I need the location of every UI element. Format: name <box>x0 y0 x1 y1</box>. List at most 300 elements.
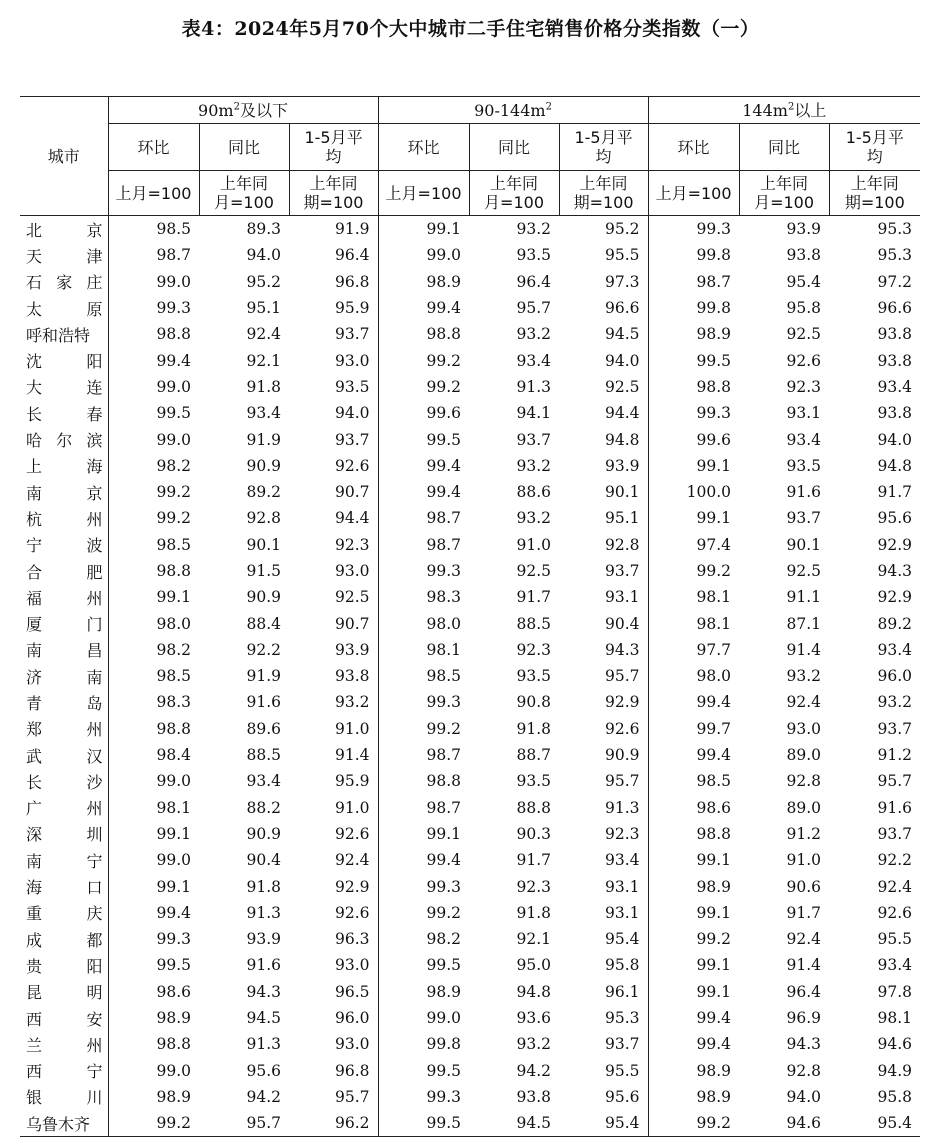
value-cell: 93.4 <box>605 851 640 870</box>
value-cell: 91.4 <box>786 956 822 975</box>
value-cell: 92.4 <box>786 930 822 949</box>
city-name: 石 家 庄 <box>26 273 103 293</box>
city-name: 贵 阳 <box>26 956 103 976</box>
table-row <box>20 558 920 584</box>
value-cell: 98.5 <box>378 663 469 689</box>
value-cell: 96.4 <box>516 272 552 291</box>
value-cell: 99.4 <box>378 479 469 505</box>
city-cell <box>20 400 108 426</box>
value-cell: 94.6 <box>739 1110 829 1137</box>
group-header-sup: 2 <box>545 101 552 113</box>
value-cell: 90.4 <box>246 851 281 870</box>
value-cell: 90.9 <box>605 746 640 765</box>
value-cell: 93.5 <box>786 456 822 475</box>
value-cell: 90.6 <box>786 877 822 896</box>
value-cell: 92.5 <box>786 325 822 344</box>
value-cell: 99.5 <box>108 952 199 978</box>
city-cell <box>20 426 108 452</box>
city-name: 上 海 <box>26 457 103 477</box>
value-cell: 99.1 <box>648 847 739 873</box>
table-row <box>20 1110 920 1137</box>
value-cell: 95.8 <box>605 956 640 975</box>
table-row <box>20 610 920 636</box>
value-cell: 96.9 <box>786 1009 822 1028</box>
value-cell: 99.7 <box>648 716 739 742</box>
city-name: 深 圳 <box>26 825 103 845</box>
value-cell: 91.5 <box>246 562 281 580</box>
city-name: 呼和浩特 <box>26 325 91 345</box>
value-cell: 99.2 <box>648 926 739 952</box>
value-cell: 98.2 <box>108 637 199 663</box>
value-cell: 92.5 <box>516 562 552 580</box>
value-cell: 95.6 <box>877 509 913 528</box>
city-name: 兰 州 <box>26 1035 103 1055</box>
city-cell <box>20 347 108 373</box>
value-cell: 89.6 <box>246 719 281 738</box>
group-header-2 <box>648 97 920 124</box>
value-cell: 95.2 <box>246 272 281 291</box>
value-cell: 92.4 <box>246 325 281 344</box>
value-cell: 88.7 <box>516 746 552 765</box>
value-cell: 98.3 <box>378 584 469 610</box>
value-cell: 93.4 <box>246 772 281 791</box>
base-header: 上年同期=100 <box>829 171 920 216</box>
table-row <box>20 716 920 742</box>
value-cell: 94.8 <box>877 456 913 475</box>
value-cell: 93.0 <box>335 351 370 370</box>
value-cell: 93.7 <box>605 1035 640 1054</box>
value-cell: 99.2 <box>108 505 199 531</box>
base-header: 上月=100 <box>108 171 199 216</box>
table-row <box>20 453 920 479</box>
value-cell: 98.9 <box>648 873 739 899</box>
value-cell: 93.5 <box>516 772 552 791</box>
value-cell: 99.3 <box>648 400 739 426</box>
value-cell: 94.3 <box>877 562 913 580</box>
value-cell: 98.9 <box>378 269 469 295</box>
city-cell <box>20 479 108 505</box>
city-cell <box>20 584 108 610</box>
table-row <box>20 663 920 689</box>
value-cell: 91.8 <box>246 377 281 396</box>
value-cell: 92.3 <box>335 535 370 554</box>
value-cell: 96.3 <box>335 930 370 949</box>
value-cell: 92.8 <box>605 535 640 554</box>
base-header: 上年同月=100 <box>739 171 829 216</box>
value-cell: 99.5 <box>378 1110 469 1137</box>
table-row <box>20 900 920 926</box>
value-cell: 90.9 <box>246 588 281 607</box>
city-cell <box>20 847 108 873</box>
city-cell <box>20 900 108 926</box>
value-cell: 91.1 <box>786 588 822 607</box>
value-cell: 91.6 <box>246 956 281 975</box>
city-name: 西 安 <box>26 1009 103 1029</box>
table-row <box>20 742 920 768</box>
value-cell: 98.9 <box>648 321 739 347</box>
city-name: 青 岛 <box>26 693 103 713</box>
value-cell: 92.6 <box>335 903 370 922</box>
value-cell: 92.6 <box>786 351 822 370</box>
table-row <box>20 216 920 243</box>
value-cell: 99.3 <box>378 558 469 584</box>
city-cell <box>20 558 108 584</box>
value-cell: 99.5 <box>378 426 469 452</box>
value-cell: 93.1 <box>605 877 640 896</box>
table-row <box>20 400 920 426</box>
value-cell: 93.8 <box>877 404 913 423</box>
value-cell: 95.7 <box>199 1110 289 1137</box>
value-cell: 91.0 <box>516 535 552 554</box>
value-cell: 91.8 <box>516 719 552 738</box>
city-name: 银 川 <box>26 1088 103 1108</box>
value-cell: 92.6 <box>335 456 370 475</box>
city-cell <box>20 1058 108 1084</box>
value-cell: 93.7 <box>877 824 913 843</box>
metric-header: 同比 <box>469 124 559 171</box>
value-cell: 92.9 <box>335 877 370 896</box>
value-cell: 88.5 <box>246 746 281 765</box>
value-cell: 99.3 <box>108 295 199 321</box>
value-cell: 90.9 <box>246 824 281 843</box>
value-cell: 98.1 <box>648 584 739 610</box>
city-cell <box>20 374 108 400</box>
value-cell: 99.5 <box>378 1058 469 1084</box>
value-cell: 95.6 <box>246 1061 281 1080</box>
value-cell: 93.8 <box>877 325 913 344</box>
value-cell: 98.8 <box>378 768 469 794</box>
city-name: 北 京 <box>26 220 103 240</box>
value-cell: 95.4 <box>829 1110 920 1137</box>
value-cell: 94.6 <box>877 1035 913 1054</box>
city-cell <box>20 663 108 689</box>
table-row <box>20 532 920 558</box>
city-cell <box>20 321 108 347</box>
value-cell: 90.7 <box>335 483 370 502</box>
value-cell: 99.2 <box>648 1110 739 1137</box>
value-cell: 99.1 <box>108 821 199 847</box>
value-cell: 92.3 <box>516 640 552 659</box>
value-cell: 99.1 <box>648 952 739 978</box>
group-header-suffix: 及以下 <box>239 100 288 120</box>
value-cell: 92.3 <box>516 877 552 896</box>
value-cell: 92.6 <box>335 824 370 843</box>
value-cell: 91.4 <box>335 746 370 765</box>
value-cell: 95.9 <box>335 299 370 318</box>
city-cell <box>20 637 108 663</box>
value-cell: 99.0 <box>108 847 199 873</box>
value-cell: 94.5 <box>605 325 640 344</box>
value-cell: 98.2 <box>108 453 199 479</box>
value-cell: 94.8 <box>516 982 552 1001</box>
value-cell: 99.1 <box>648 979 739 1005</box>
value-cell: 93.8 <box>335 667 370 686</box>
value-cell: 98.1 <box>648 610 739 636</box>
value-cell: 98.7 <box>378 532 469 558</box>
value-cell: 95.8 <box>786 299 822 318</box>
city-name: 太 原 <box>26 299 103 319</box>
value-cell: 92.1 <box>246 351 281 370</box>
value-cell: 99.0 <box>108 269 199 295</box>
base-header: 上年同期=100 <box>559 171 648 216</box>
value-cell: 98.9 <box>108 1084 199 1110</box>
value-cell: 94.8 <box>605 430 640 449</box>
city-name: 昆 明 <box>26 983 103 1003</box>
value-cell: 93.6 <box>516 1009 552 1028</box>
city-name: 杭 州 <box>26 509 103 529</box>
group-header-0 <box>108 97 378 124</box>
value-cell: 99.2 <box>378 900 469 926</box>
value-cell: 90.1 <box>246 535 281 554</box>
value-cell: 89.0 <box>786 798 822 817</box>
value-cell: 91.6 <box>877 798 913 817</box>
value-cell: 98.5 <box>108 216 199 243</box>
value-cell: 88.2 <box>246 798 281 817</box>
value-cell: 94.4 <box>335 509 370 528</box>
value-cell: 92.4 <box>786 693 822 712</box>
city-name: 武 汉 <box>26 746 103 766</box>
value-cell: 90.1 <box>786 535 822 554</box>
group-header-1 <box>378 97 648 124</box>
city-cell <box>20 505 108 531</box>
value-cell: 98.5 <box>648 768 739 794</box>
value-cell: 93.9 <box>246 930 281 949</box>
value-cell: 93.0 <box>335 562 370 580</box>
value-cell: 90.9 <box>246 456 281 475</box>
value-cell: 99.1 <box>648 453 739 479</box>
table-row <box>20 637 920 663</box>
city-cell <box>20 1031 108 1057</box>
value-cell: 98.7 <box>378 795 469 821</box>
value-cell: 96.6 <box>877 299 913 318</box>
value-cell: 95.7 <box>605 772 640 791</box>
value-cell: 92.3 <box>786 377 822 396</box>
city-name: 福 州 <box>26 588 103 608</box>
value-cell: 94.0 <box>246 246 281 265</box>
value-cell: 93.8 <box>516 1087 552 1106</box>
value-cell: 95.5 <box>605 1061 640 1080</box>
group-header-suffix: 以上 <box>794 100 827 120</box>
value-cell: 99.8 <box>648 295 739 321</box>
value-cell: 99.8 <box>378 1031 469 1057</box>
value-cell: 91.3 <box>605 798 640 817</box>
city-name: 大 连 <box>26 378 103 398</box>
value-cell: 92.9 <box>877 588 913 607</box>
value-cell: 91.9 <box>246 667 281 686</box>
value-cell: 92.4 <box>335 851 370 870</box>
value-cell: 91.8 <box>246 877 281 896</box>
value-cell: 93.9 <box>335 640 370 659</box>
value-cell: 91.2 <box>786 824 822 843</box>
metric-header: 1-5月平均 <box>559 124 648 171</box>
value-cell: 99.0 <box>108 1058 199 1084</box>
value-cell: 91.6 <box>786 483 822 502</box>
value-cell: 91.7 <box>516 851 552 870</box>
value-cell: 92.2 <box>246 640 281 659</box>
value-cell: 91.0 <box>335 719 370 738</box>
value-cell: 91.4 <box>786 640 822 659</box>
group-header-prefix: 144m <box>742 100 788 120</box>
value-cell: 98.6 <box>108 979 199 1005</box>
group-header-prefix: 90-144m <box>474 100 546 120</box>
metric-header: 同比 <box>199 124 289 171</box>
value-cell: 98.2 <box>378 926 469 952</box>
value-cell: 95.7 <box>605 667 640 686</box>
value-cell: 91.7 <box>877 483 913 502</box>
value-cell: 93.7 <box>786 509 822 528</box>
value-cell: 93.2 <box>335 693 370 712</box>
value-cell: 95.3 <box>605 1009 640 1028</box>
city-cell <box>20 742 108 768</box>
city-cell <box>20 795 108 821</box>
value-cell: 99.8 <box>648 242 739 268</box>
city-cell <box>20 689 108 715</box>
value-cell: 91.0 <box>335 798 370 817</box>
value-cell: 91.3 <box>246 1035 281 1054</box>
value-cell: 96.4 <box>786 982 822 1001</box>
city-cell <box>20 242 108 268</box>
value-cell: 95.7 <box>516 299 552 318</box>
value-cell: 98.1 <box>877 1009 913 1028</box>
value-cell: 99.4 <box>108 900 199 926</box>
city-name: 天 津 <box>26 246 103 266</box>
city-cell <box>20 1084 108 1110</box>
value-cell: 99.3 <box>378 873 469 899</box>
value-cell: 99.2 <box>378 347 469 373</box>
city-cell <box>20 453 108 479</box>
value-cell: 91.3 <box>516 377 552 396</box>
value-cell: 97.2 <box>877 272 913 291</box>
value-cell: 99.1 <box>378 821 469 847</box>
city-name: 合 肥 <box>26 562 103 582</box>
city-cell <box>20 873 108 899</box>
value-cell: 95.4 <box>559 1110 648 1137</box>
value-cell: 95.4 <box>786 272 822 291</box>
value-cell: 95.1 <box>246 299 281 318</box>
value-cell: 99.4 <box>648 689 739 715</box>
table-row <box>20 347 920 373</box>
value-cell: 99.4 <box>378 453 469 479</box>
value-cell: 99.0 <box>108 374 199 400</box>
value-cell: 91.9 <box>335 220 370 239</box>
city-cell <box>20 295 108 321</box>
value-cell: 89.2 <box>877 614 913 633</box>
value-cell: 94.9 <box>877 1061 913 1080</box>
table-row <box>20 426 920 452</box>
value-cell: 95.7 <box>335 1087 370 1106</box>
table-row <box>20 1005 920 1031</box>
city-name: 长 沙 <box>26 772 103 792</box>
value-cell: 99.1 <box>648 505 739 531</box>
value-cell: 98.7 <box>108 242 199 268</box>
city-cell <box>20 821 108 847</box>
value-cell: 92.2 <box>877 851 913 870</box>
table-header <box>20 97 920 216</box>
value-cell: 93.1 <box>605 588 640 607</box>
group-header-prefix: 90m <box>198 100 234 120</box>
value-cell: 98.0 <box>648 663 739 689</box>
city-cell <box>20 1005 108 1031</box>
value-cell: 98.1 <box>108 795 199 821</box>
value-cell: 98.3 <box>108 689 199 715</box>
city-name: 海 口 <box>26 878 103 898</box>
value-cell: 98.8 <box>378 321 469 347</box>
table-row <box>20 295 920 321</box>
value-cell: 92.6 <box>605 719 640 738</box>
value-cell: 93.2 <box>516 509 552 528</box>
city-cell <box>20 979 108 1005</box>
value-cell: 93.8 <box>877 351 913 370</box>
table-row <box>20 1058 920 1084</box>
city-name: 厦 门 <box>26 615 103 635</box>
value-cell: 99.5 <box>108 400 199 426</box>
table-row <box>20 847 920 873</box>
value-cell: 92.8 <box>786 772 822 791</box>
value-cell: 92.8 <box>246 509 281 528</box>
metric-header: 环比 <box>378 124 469 171</box>
value-cell: 91.2 <box>877 746 913 765</box>
table-row <box>20 505 920 531</box>
value-cell: 99.0 <box>108 426 199 452</box>
value-cell: 94.5 <box>246 1009 281 1028</box>
table-row <box>20 269 920 295</box>
value-cell: 93.2 <box>516 456 552 475</box>
table-row <box>20 1031 920 1057</box>
value-cell: 98.9 <box>648 1084 739 1110</box>
city-name: 宁 波 <box>26 536 103 556</box>
value-cell: 94.2 <box>516 1061 552 1080</box>
value-cell: 98.8 <box>108 716 199 742</box>
value-cell: 99.0 <box>108 768 199 794</box>
value-cell: 91.8 <box>516 903 552 922</box>
value-cell: 92.5 <box>786 562 822 580</box>
city-cell <box>20 610 108 636</box>
value-cell: 97.8 <box>877 982 913 1001</box>
value-cell: 96.1 <box>605 982 640 1001</box>
value-cell: 98.5 <box>108 532 199 558</box>
value-cell: 99.3 <box>378 689 469 715</box>
value-cell: 93.4 <box>516 351 552 370</box>
value-cell: 93.0 <box>335 956 370 975</box>
value-cell: 99.0 <box>378 242 469 268</box>
city-name: 重 庆 <box>26 904 103 924</box>
value-cell: 98.0 <box>378 610 469 636</box>
value-cell: 95.4 <box>605 930 640 949</box>
table-row <box>20 1084 920 1110</box>
value-cell: 98.1 <box>378 637 469 663</box>
city-name: 郑 州 <box>26 720 103 740</box>
value-cell: 99.6 <box>378 400 469 426</box>
value-cell: 92.1 <box>516 930 552 949</box>
value-cell: 93.2 <box>877 693 913 712</box>
value-cell: 93.4 <box>877 956 913 975</box>
value-cell: 93.9 <box>786 220 822 239</box>
table-row <box>20 584 920 610</box>
value-cell: 92.3 <box>605 824 640 843</box>
table-row <box>20 952 920 978</box>
value-cell: 99.4 <box>648 1005 739 1031</box>
value-cell: 92.9 <box>605 693 640 712</box>
value-cell: 97.7 <box>648 637 739 663</box>
value-cell: 98.8 <box>648 374 739 400</box>
city-name: 广 州 <box>26 799 103 819</box>
value-cell: 92.9 <box>877 535 913 554</box>
value-cell: 99.3 <box>378 1084 469 1110</box>
value-cell: 98.7 <box>378 742 469 768</box>
value-cell: 90.4 <box>605 614 640 633</box>
value-cell: 99.5 <box>378 952 469 978</box>
value-cell: 96.5 <box>335 982 370 1001</box>
